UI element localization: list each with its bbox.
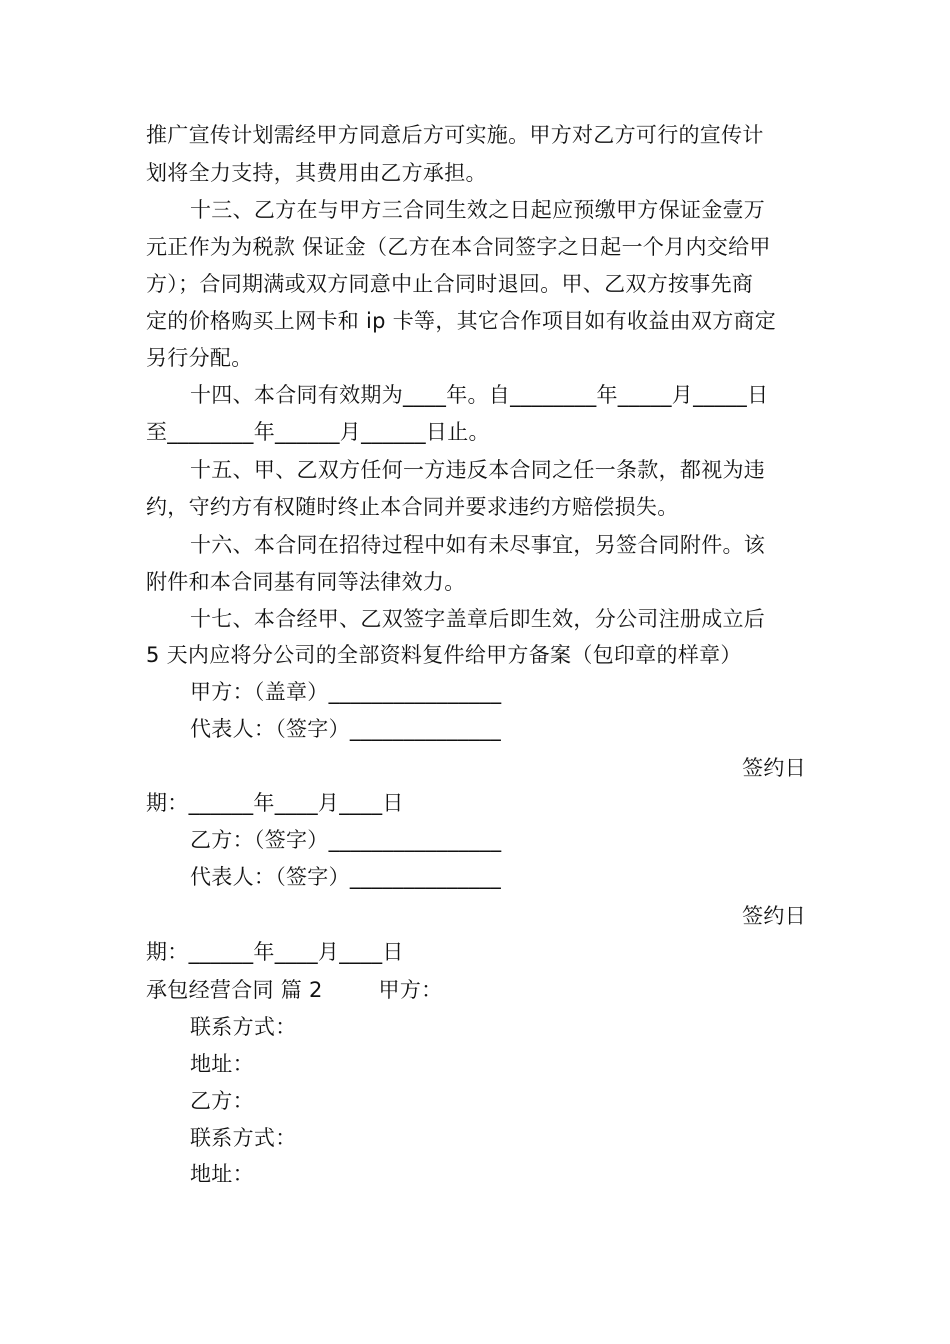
paragraph-13-line-1: 十三、乙方在与甲方三合同生效之日起应预缴甲方保证金壹万 — [190, 198, 766, 222]
paragraph-1-line-1: 推广宣传计划需经甲方同意后方可实施。甲方对乙方可行的宣传计 — [146, 123, 764, 147]
paragraph-15-line-2: 约，守约方有权随时终止本合同并要求违约方赔偿损失。 — [146, 495, 679, 519]
contract-2-party-b: 乙方： — [190, 1089, 254, 1113]
sign-date-a: 期：______年____月____日 — [146, 791, 404, 815]
paragraph-1-line-2: 划将全力支持，其费用由乙方承担。 — [146, 161, 487, 185]
paragraph-13-line-5: 另行分配。 — [146, 346, 253, 370]
contract-2-heading: 承包经营合同 篇 2 甲方： — [146, 978, 443, 1002]
sign-date-label-b: 签约日 — [742, 904, 806, 928]
party-b-representative-line: 代表人：（签字）______________ — [190, 865, 502, 889]
paragraph-17-line-2: 5 天内应将分公司的全部资料复件给甲方备案（包印章的样章） — [146, 643, 742, 667]
paragraph-14-line-2: 至________年______月______日止。 — [146, 420, 490, 444]
party-a-representative-line: 代表人：（签字）______________ — [190, 717, 502, 741]
paragraph-16-line-1: 十六、本合同在招待过程中如有未尽事宜，另签合同附件。该 — [190, 533, 766, 557]
paragraph-13-line-3: 方）；合同期满或双方同意中止合同时退回。甲、乙双方按事先商 — [146, 272, 754, 296]
contract-2-contact-b: 联系方式： — [190, 1126, 297, 1150]
party-a-seal-line: 甲方：（盖章）________________ — [190, 680, 502, 704]
paragraph-17-line-1: 十七、本合经甲、乙双签字盖章后即生效，分公司注册成立后 — [190, 607, 766, 631]
paragraph-13-line-2: 元正作为为税款 保证金（乙方在本合同签字之日起一个月内交给甲 — [146, 235, 771, 259]
paragraph-15-line-1: 十五、甲、乙双方任何一方违反本合同之任一条款，都视为违 — [190, 458, 766, 482]
party-b-sign-line: 乙方：（签字）________________ — [190, 828, 502, 852]
contract-2-contact-a: 联系方式： — [190, 1015, 297, 1039]
contract-2-address-a: 地址： — [190, 1052, 254, 1076]
paragraph-16-line-2: 附件和本合同基有同等法律效力。 — [146, 570, 466, 594]
sign-date-b: 期：______年____月____日 — [146, 940, 404, 964]
sign-date-label-a: 签约日 — [742, 756, 806, 780]
paragraph-14-line-1: 十四、本合同有效期为____年。自________年_____月_____日 — [190, 383, 769, 407]
contract-2-address-b: 地址： — [190, 1162, 254, 1186]
paragraph-13-line-4: 定的价格购买上网卡和 ip 卡等，其它合作项目如有收益由双方商定 — [146, 309, 777, 333]
